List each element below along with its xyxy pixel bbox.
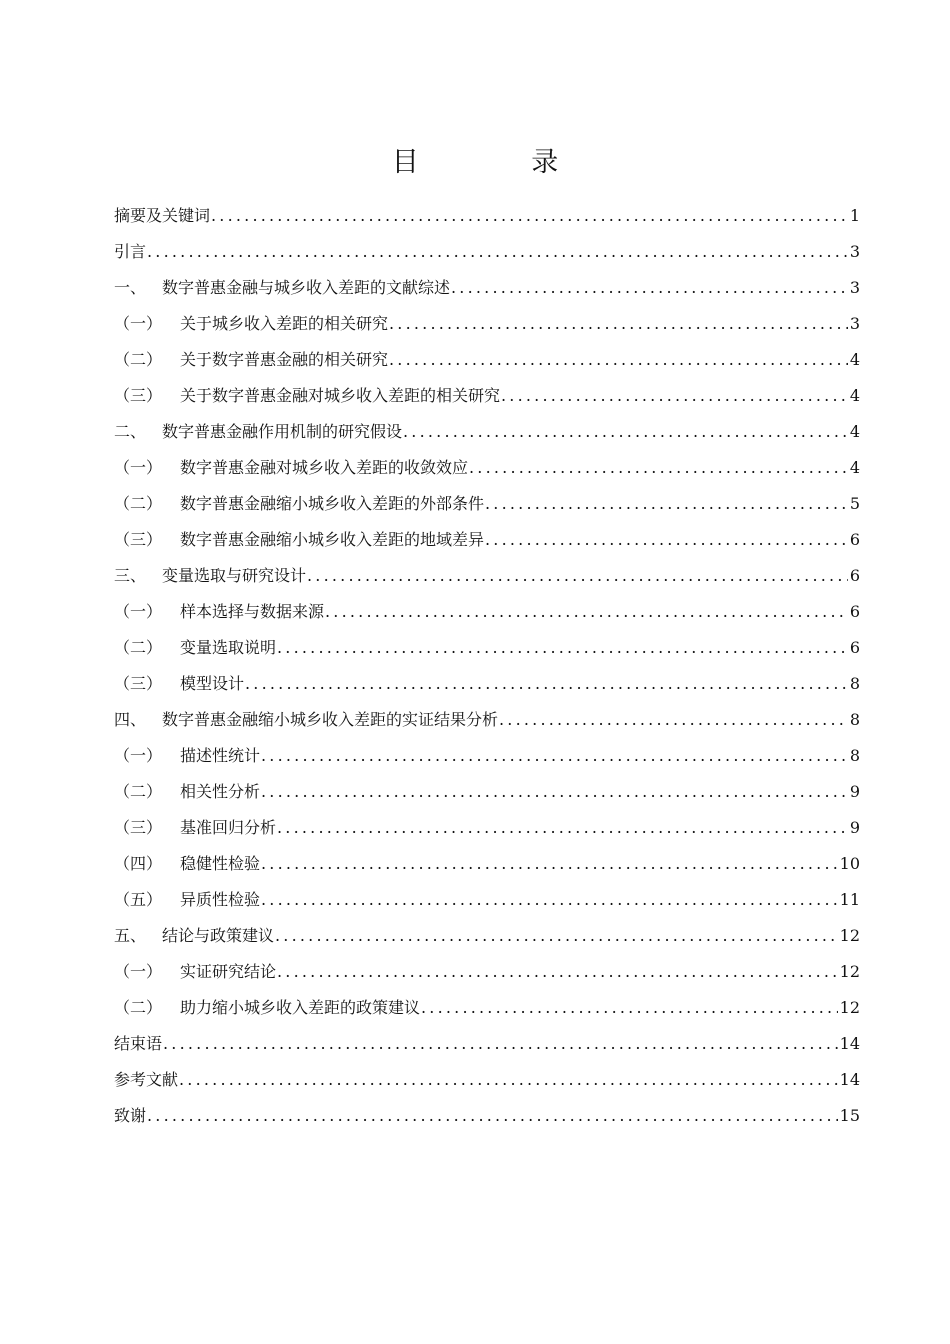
dot-leader	[261, 738, 848, 774]
toc-entry-number: （一）	[114, 602, 163, 621]
toc-entry-number: （一）	[114, 962, 163, 981]
dot-leader	[261, 882, 838, 918]
toc-entry-title: 实证研究结论	[180, 962, 277, 981]
toc-entry[interactable]	[114, 846, 860, 882]
dot-leader	[421, 990, 838, 1026]
toc-entry[interactable]	[114, 810, 860, 846]
toc-entry-page: 12	[839, 926, 860, 945]
dot-leader	[245, 666, 848, 702]
dot-leader	[485, 522, 848, 558]
toc-entry-page: 1	[849, 206, 860, 225]
toc-entry-page: 4	[849, 458, 860, 477]
toc-entry-number: （三）	[114, 530, 163, 549]
dot-leader	[389, 342, 848, 378]
toc-entry-title: 致谢	[114, 1106, 147, 1125]
dot-leader	[179, 1062, 838, 1098]
toc-entry-number: （一）	[114, 746, 163, 765]
toc-entry-page: 5	[849, 494, 860, 513]
dot-leader	[389, 306, 848, 342]
toc-entry-page: 15	[839, 1106, 860, 1125]
toc-entry-title: 摘要及关键词	[114, 206, 211, 225]
toc-entry[interactable]	[114, 486, 860, 522]
toc-entry[interactable]	[114, 702, 860, 738]
dot-leader	[147, 1098, 838, 1134]
dot-leader	[147, 234, 848, 270]
toc-entry-number: （二）	[114, 782, 163, 801]
toc-entry-number: 三、	[114, 566, 147, 585]
toc-entry[interactable]	[114, 594, 860, 630]
toc-entry-title: 引言	[114, 242, 147, 261]
toc-entry-number: （一）	[114, 314, 163, 333]
toc-entry-title: 关于数字普惠金融对城乡收入差距的相关研究	[180, 386, 501, 405]
toc-entry[interactable]	[114, 918, 860, 954]
toc-entry[interactable]	[114, 378, 860, 414]
toc-entry-number: 五、	[114, 926, 147, 945]
toc-entry-number: （二）	[114, 998, 163, 1017]
toc-entry-page: 9	[849, 818, 860, 837]
toc-entry-title: 助力缩小城乡收入差距的政策建议	[180, 998, 421, 1017]
dot-leader	[163, 1026, 838, 1062]
toc-entry-page: 3	[849, 314, 860, 333]
toc-entry-page: 3	[849, 242, 860, 261]
toc-entry-title: 数字普惠金融缩小城乡收入差距的地域差异	[180, 530, 485, 549]
table-of-contents	[114, 198, 860, 1134]
toc-entry[interactable]	[114, 990, 860, 1026]
toc-entry[interactable]	[114, 1062, 860, 1098]
dot-leader	[277, 810, 848, 846]
toc-entry-title: 基准回归分析	[180, 818, 277, 837]
toc-entry[interactable]	[114, 270, 860, 306]
toc-entry[interactable]	[114, 342, 860, 378]
toc-entry-number: （三）	[114, 674, 163, 693]
dot-leader	[261, 846, 838, 882]
toc-entry[interactable]	[114, 774, 860, 810]
toc-entry[interactable]	[114, 306, 860, 342]
toc-entry[interactable]	[114, 954, 860, 990]
toc-entry-title: 数字普惠金融与城乡收入差距的文献综述	[162, 278, 451, 297]
toc-entry-page: 11	[839, 890, 860, 909]
toc-entry-page: 8	[849, 710, 860, 729]
toc-entry[interactable]	[114, 198, 860, 234]
dot-leader	[499, 702, 848, 738]
toc-entry-number: （二）	[114, 494, 163, 513]
toc-entry-title: 关于城乡收入差距的相关研究	[180, 314, 389, 333]
toc-entry-page: 10	[839, 854, 860, 873]
dot-leader	[211, 198, 848, 234]
toc-entry-number: （三）	[114, 818, 163, 837]
toc-entry-page: 6	[849, 638, 860, 657]
dot-leader	[451, 270, 848, 306]
toc-entry-title: 描述性统计	[180, 746, 261, 765]
toc-entry-page: 8	[849, 674, 860, 693]
dot-leader	[277, 630, 848, 666]
dot-leader	[307, 558, 848, 594]
toc-entry[interactable]	[114, 522, 860, 558]
toc-entry-title: 变量选取与研究设计	[162, 566, 307, 585]
toc-entry-number: （五）	[114, 890, 163, 909]
toc-entry[interactable]	[114, 558, 860, 594]
toc-entry-number: （三）	[114, 386, 163, 405]
dot-leader	[485, 486, 848, 522]
toc-entry[interactable]	[114, 738, 860, 774]
toc-entry-page: 4	[849, 350, 860, 369]
toc-entry-number: （二）	[114, 638, 163, 657]
toc-entry-page: 4	[849, 386, 860, 405]
dot-leader	[275, 918, 838, 954]
toc-entry[interactable]	[114, 414, 860, 450]
toc-entry[interactable]	[114, 882, 860, 918]
toc-entry-title: 结束语	[114, 1034, 163, 1053]
toc-entry-number: 二、	[114, 422, 147, 441]
toc-entry[interactable]	[114, 1026, 860, 1062]
toc-entry-page: 6	[849, 602, 860, 621]
dot-leader	[261, 774, 848, 810]
toc-entry-title: 数字普惠金融缩小城乡收入差距的外部条件	[180, 494, 485, 513]
toc-entry-page: 4	[849, 422, 860, 441]
toc-entry-number: （一）	[114, 458, 163, 477]
toc-entry-title: 关于数字普惠金融的相关研究	[180, 350, 389, 369]
toc-entry-title: 异质性检验	[180, 890, 261, 909]
toc-entry-title: 模型设计	[180, 674, 245, 693]
dot-leader	[501, 378, 848, 414]
toc-entry[interactable]	[114, 234, 860, 270]
toc-entry-title: 稳健性检验	[180, 854, 261, 873]
toc-entry-title: 数字普惠金融对城乡收入差距的收敛效应	[180, 458, 469, 477]
page-title: 目 录	[391, 147, 611, 178]
toc-entry-title: 相关性分析	[180, 782, 261, 801]
toc-entry-page: 8	[849, 746, 860, 765]
toc-entry-page: 14	[839, 1070, 860, 1089]
toc-entry-number: （四）	[114, 854, 163, 873]
toc-entry-title: 参考文献	[114, 1070, 179, 1089]
toc-entry[interactable]	[114, 666, 860, 702]
toc-entry-page: 3	[849, 278, 860, 297]
toc-entry-number: 一、	[114, 278, 147, 297]
dot-leader	[403, 414, 848, 450]
toc-entry-page: 9	[849, 782, 860, 801]
toc-entry-page: 12	[839, 998, 860, 1017]
toc-entry-title: 结论与政策建议	[162, 926, 275, 945]
toc-entry-title: 数字普惠金融缩小城乡收入差距的实证结果分析	[162, 710, 499, 729]
toc-entry[interactable]	[114, 450, 860, 486]
toc-entry[interactable]	[114, 1098, 860, 1134]
toc-entry-page: 14	[839, 1034, 860, 1053]
dot-leader	[469, 450, 848, 486]
toc-entry-title: 样本选择与数据来源	[180, 602, 325, 621]
toc-entry-page: 6	[849, 566, 860, 585]
toc-entry[interactable]	[114, 630, 860, 666]
toc-entry-title: 变量选取说明	[180, 638, 277, 657]
toc-entry-title: 数字普惠金融作用机制的研究假设	[162, 422, 403, 441]
toc-entry-number: 四、	[114, 710, 147, 729]
dot-leader	[277, 954, 838, 990]
toc-entry-page: 12	[839, 962, 860, 981]
toc-entry-page: 6	[849, 530, 860, 549]
toc-entry-number: （二）	[114, 350, 163, 369]
dot-leader	[325, 594, 848, 630]
